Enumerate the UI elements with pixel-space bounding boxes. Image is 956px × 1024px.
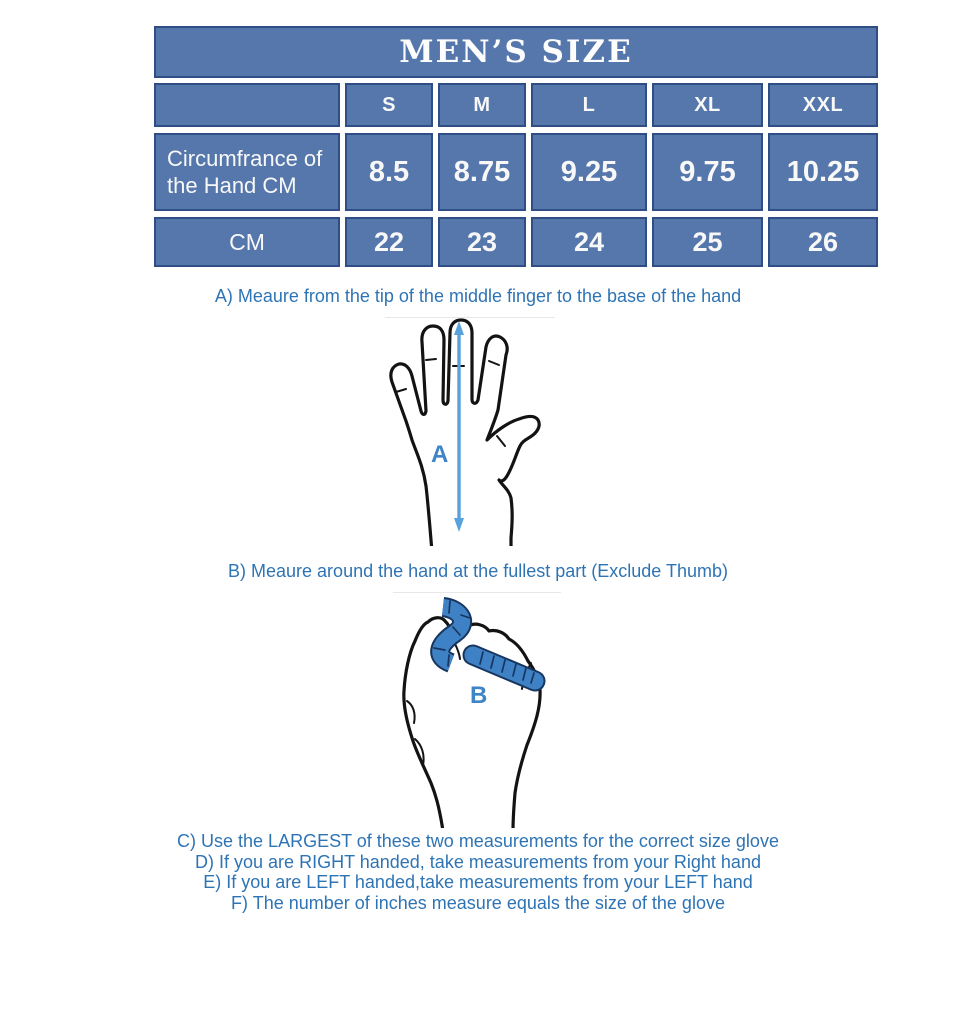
circumference-xxl: 10.25 <box>768 133 878 211</box>
cm-l: 24 <box>531 217 647 267</box>
measure-label-a: A <box>431 441 449 468</box>
col-header-l: L <box>531 83 647 127</box>
table-title: MEN’S SIZE <box>154 26 878 78</box>
corner-cell <box>154 83 340 127</box>
col-header-xl: XL <box>652 83 763 127</box>
circumference-xl: 9.75 <box>652 133 763 211</box>
hand-outline <box>391 320 539 546</box>
instruction-d: D) If you are RIGHT handed, take measurements from your Right hand <box>195 851 761 872</box>
circumference-m: 8.75 <box>438 133 526 211</box>
row-label-circumference: Circumfrance of the Hand CM <box>154 133 340 211</box>
open-hand-diagram <box>385 318 555 546</box>
measure-label-b: B <box>470 682 488 709</box>
instruction-f: F) The number of inches measure equals the size of the glove <box>231 892 725 913</box>
instruction-list-bottom <box>0 831 956 913</box>
instruction-c: C) Use the LARGEST of these two measurements for the correct size glove <box>177 831 779 851</box>
size-grid <box>154 83 878 267</box>
row-label-cm: CM <box>154 217 340 267</box>
instruction-a: A) Meaure from the tip of the middle finger to the base of the hand <box>214 286 742 306</box>
col-header-s: S <box>345 83 433 127</box>
col-header-xxl: XXL <box>768 83 878 127</box>
cm-s: 22 <box>345 217 433 267</box>
cm-xxl: 26 <box>768 217 878 267</box>
circumference-s: 8.5 <box>345 133 433 211</box>
mens-size-table <box>154 26 878 267</box>
instruction-e: E) If you are LEFT handed,take measurements from your LEFT hand <box>203 872 753 893</box>
circumference-l: 9.25 <box>531 133 647 211</box>
cm-xl: 25 <box>652 217 763 267</box>
fist-tape-measure-illustration <box>393 592 561 828</box>
cm-m: 23 <box>438 217 526 267</box>
instruction-b: B) Meaure around the hand at the fullest part (Exclude Thumb) <box>228 561 728 581</box>
col-header-m: M <box>438 83 526 127</box>
fist-diagram <box>393 593 561 828</box>
open-hand-measure-illustration <box>385 317 555 546</box>
